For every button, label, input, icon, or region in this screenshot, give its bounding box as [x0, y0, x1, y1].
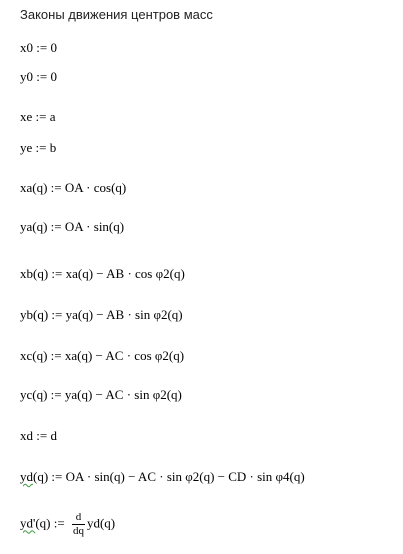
equation-yd-derivative[interactable] — [20, 512, 115, 537]
ydp-lhs: yd' — [20, 515, 36, 531]
yd-lhs: yd — [20, 469, 33, 484]
equation-xc[interactable]: xc(q) := xa(q) − AC · cos φ2(q) — [20, 348, 185, 363]
equation-xd[interactable]: xd := d — [20, 428, 57, 443]
equation-yd[interactable] — [20, 469, 305, 485]
equation-yc[interactable]: yc(q) := ya(q) − AC · sin φ2(q) — [20, 387, 182, 402]
ydp-assign: (q) := — [35, 515, 65, 531]
equation-ye[interactable]: ye := b — [20, 140, 57, 155]
equation-y0[interactable]: y0 := 0 — [20, 69, 57, 84]
fraction-numerator: d — [72, 512, 85, 525]
equation-yb[interactable]: yb(q) := ya(q) − AB · sin φ2(q) — [20, 307, 183, 322]
equation-x0[interactable]: x0 := 0 — [20, 40, 57, 55]
yd-rhs: (q) := OA · sin(q) − AC · sin φ2(q) − CD · sin φ4(q) — [33, 469, 305, 484]
derivative-fraction — [72, 512, 85, 537]
equation-ya[interactable]: ya(q) := OA · sin(q) — [20, 219, 125, 234]
equation-xb[interactable]: xb(q) := xa(q) − AB · cos φ2(q) — [20, 266, 185, 281]
fraction-denominator: dq — [72, 525, 84, 537]
equation-xe[interactable]: xe := a — [20, 109, 56, 124]
ydp-rhs: yd(q) — [86, 515, 116, 531]
section-title: Законы движения центров масс — [20, 7, 213, 22]
equation-xa[interactable]: xa(q) := OA · cos(q) — [20, 180, 127, 195]
